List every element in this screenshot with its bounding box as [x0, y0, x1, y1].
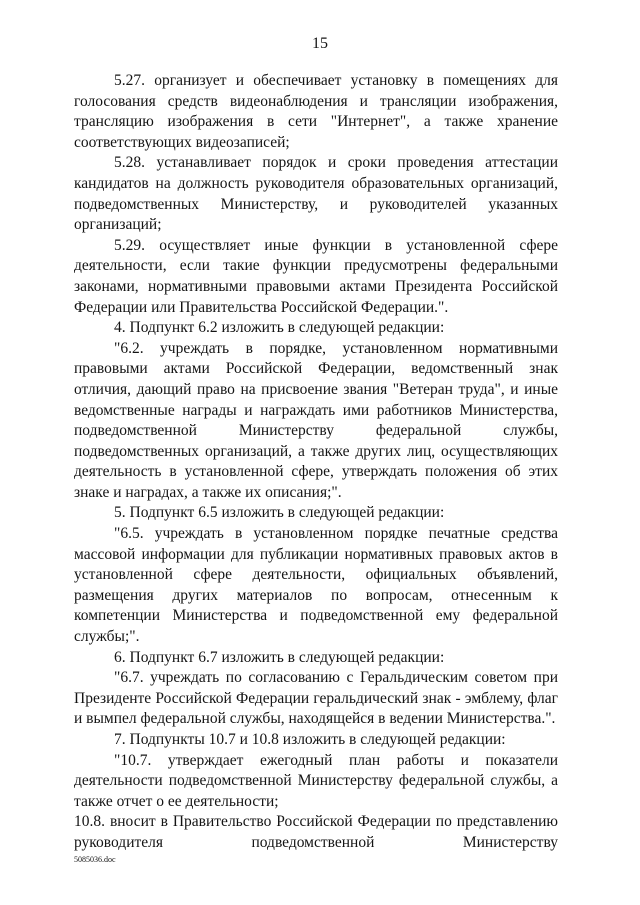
document-file-reference: 5085036.doc [74, 855, 116, 864]
paragraph-6-7: "6.7. учреждать по согласованию с Геральдическим советом при Президенте Российской Федерации геральдический знак - эмблему, флаг и вымпел федеральной службы, находящейся в ведении Министерства.". [74, 669, 558, 728]
paragraph-6-2: "6.2. учреждать в порядке, установленном нормативными правовыми актами Российской Федерации, ведомственный знак отличия, дающий право на присвоение звания "Ветеран труда", и иные ведомственные награды и награждать ими работников Министерства, подведомственной Министерству федеральной службы, подведомственных организаций, а также других лиц, осуществляющих деятельность в установленной сфере, утверждать положения об этих знаке и наградах, а также их описания;". [74, 339, 558, 501]
paragraph-5-27: 5.27. организует и обеспечивает установку в помещениях для голосования средств видеонаблюдения и трансляции изображения, трансляцию изображения в сети "Интернет", а также хранение соответствующих видеозаписей; [74, 72, 558, 151]
paragraph-item-4: 4. Подпункт 6.2 изложить в следующей редакции: [114, 319, 445, 337]
paragraph-item-6: 6. Подпункт 6.7 изложить в следующей редакции: [114, 648, 445, 666]
paragraph-item-5: 5. Подпункт 6.5 изложить в следующей редакции: [114, 504, 445, 522]
paragraph-10-8: 10.8. вносит в Правительство Российской Федерации по представлению руководителя подведомственной Министерству [74, 813, 558, 851]
paragraph-5-28: 5.28. устанавливает порядок и сроки проведения аттестации кандидатов на должность руководителя образовательных организаций, подведомственных Министерству, и руководителей указанных организаций; [74, 154, 558, 234]
document-body [74, 71, 558, 854]
paragraph-10-7: "10.7. утверждает ежегодный план работы и показатели деятельности подведомственной Министерству федеральной службы, а также отчет о ее деятельности; [74, 751, 558, 810]
paragraph-6-5: "6.5. учреждать в установленном порядке печатные средства массовой информации для публикации нормативных правовых актов в установленной сфере деятельности, официальных объявлений, размещения других материалов по вопросам, отнесенным к компетенции Министерства и подведомственной ему федеральной службы;". [74, 525, 558, 646]
paragraph-5-29: 5.29. осуществляет иные функции в установленной сфере деятельности, если такие функции предусмотрены федеральными законами, нормативными правовыми актами Президента Российской Федерации или Правительства Российской Федерации.". [74, 236, 558, 316]
paragraph-item-7: 7. Подпункты 10.7 и 10.8 изложить в следующей редакции: [114, 731, 506, 748]
page-number: 15 [312, 35, 328, 52]
